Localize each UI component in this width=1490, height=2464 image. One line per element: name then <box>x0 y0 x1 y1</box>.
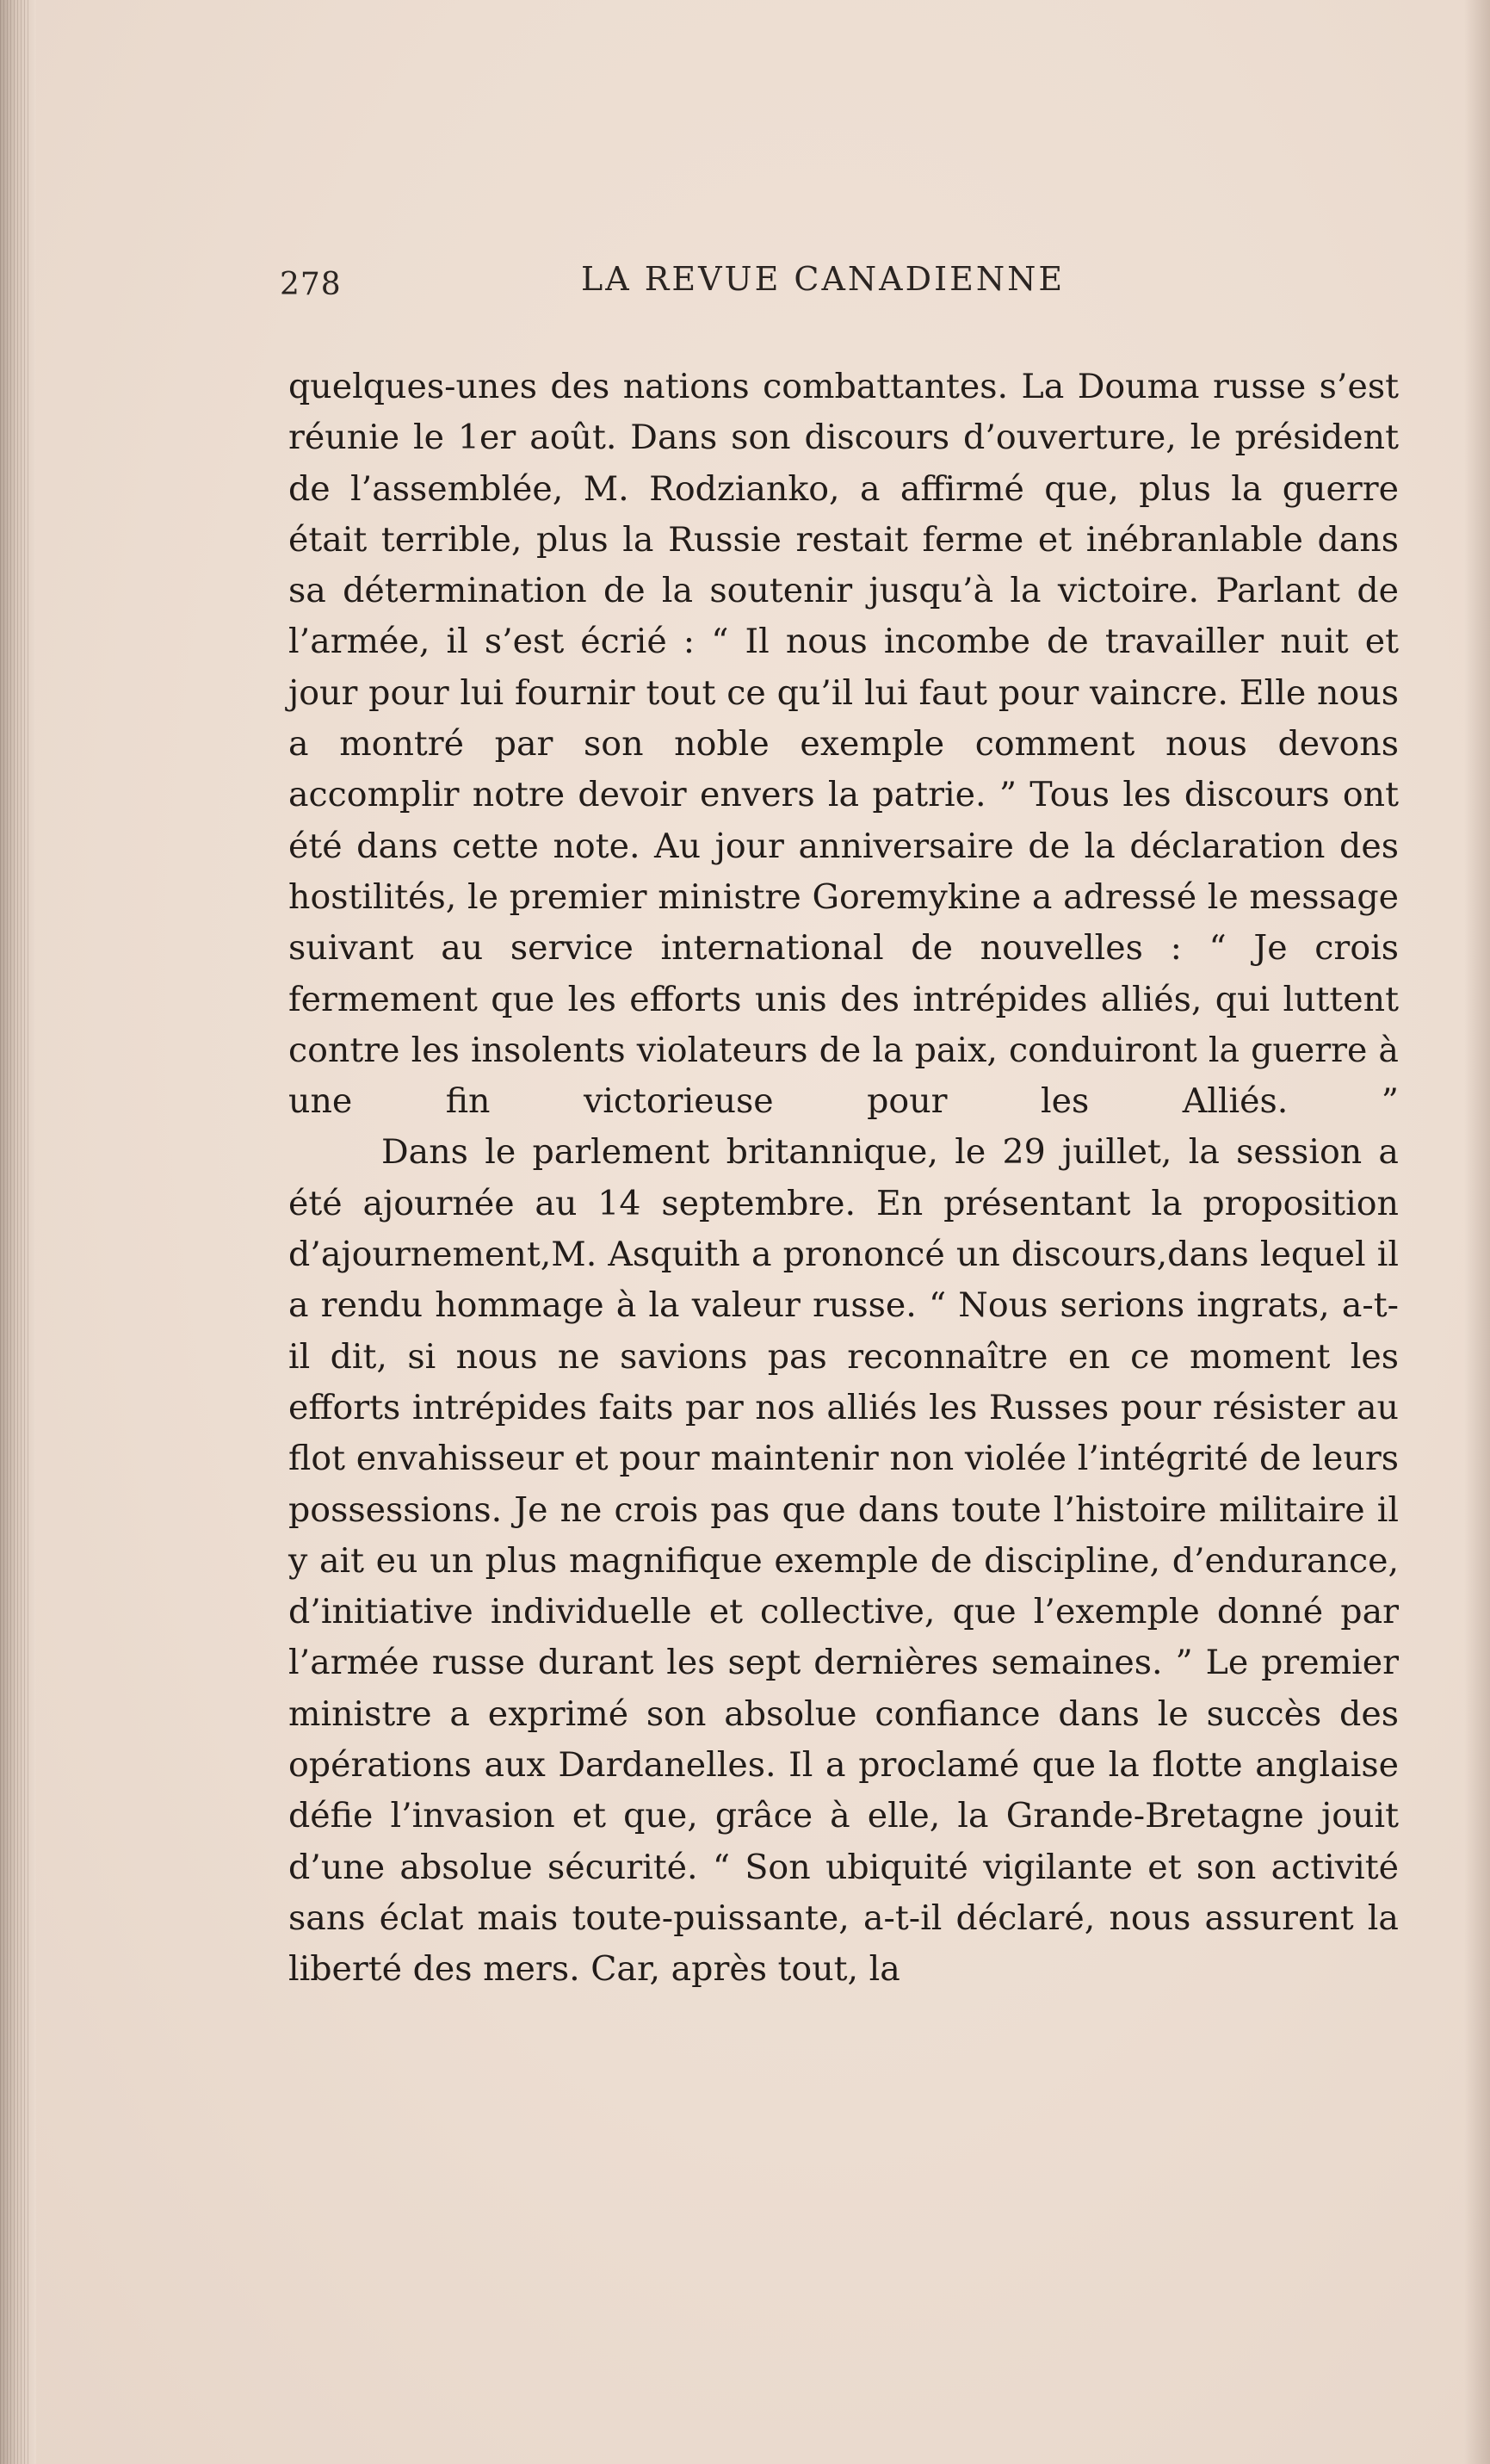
page-gutter <box>0 0 36 2464</box>
paragraph: Dans le parlement britannique, le 29 juillet, la session a été ajournée au 14 septembre. En présentant la proposition d’ajournement,M. Asquith a prononcé un discours,dans lequel il a rendu hommage à la valeur russe. “ Nous serions ingrats, a-t-il dit, si nous ne savions pas reconnaître en ce moment les efforts intrépides faits par nos alliés les Russes pour résister au flot envahisseur et pour maintenir non violée l’intégrité de leurs possessions. Je ne crois pas que dans toute l’histoire militaire il y ait eu un plus magnifique exemple de discipline, d’endurance, d’initiative individuelle et collective, que l’exemple donné par l’armée russe durant les sept dernières semaines. ” Le premier ministre a exprimé son absolue confiance dans le succès des opérations aux Dardanelles. Il a proclamé que la flotte anglaise défie l’invasion et que, grâce à elle, la Grande-Bretagne jouit d’une absolue sécurité. “ Son ubiquité vigilante et son activité sans éclat mais toute-puissante, a-t-il déclaré, nous assurent la liberté des mers. Car, après tout, la <box>288 1132 1399 1990</box>
paragraph: quelques-unes des nations combattantes. La Douma russe s’est réunie le 1er août. Dans son discours d’ouverture, le président de l’assemblée, M. Rodzianko, a affirmé que, plus la guerre était terrible, plus la Russie restait ferme et inébranlable dans sa détermination de la soutenir jusqu’à la victoire. Parlant de l’armée, il s’est écrié : “ Il nous incombe de travailler nuit et jour pour lui fournir tout ce qu’il lui faut pour vaincre. Elle nous a montré par son noble exemple comment nous devons accomplir notre devoir envers la patrie. ” Tous les discours ont été dans cette note. Au jour anniversaire de la déclaration des hostilités, le premier ministre Goremykine a adressé le message suivant au service international de nouvelles : “ Je crois fermement que les efforts unis des intrépides alliés, qui luttent contre les insolents violateurs de la paix, conduiront la guerre à une fin victorieuse pour les Alliés. ” <box>288 367 1399 1122</box>
page-number: 278 <box>280 267 342 302</box>
page-shadow <box>1464 0 1490 2464</box>
page-header <box>280 257 1141 308</box>
page-edges <box>0 0 29 2464</box>
body-text <box>288 362 1399 1996</box>
running-title: LA REVUE CANADIENNE <box>581 260 1066 298</box>
